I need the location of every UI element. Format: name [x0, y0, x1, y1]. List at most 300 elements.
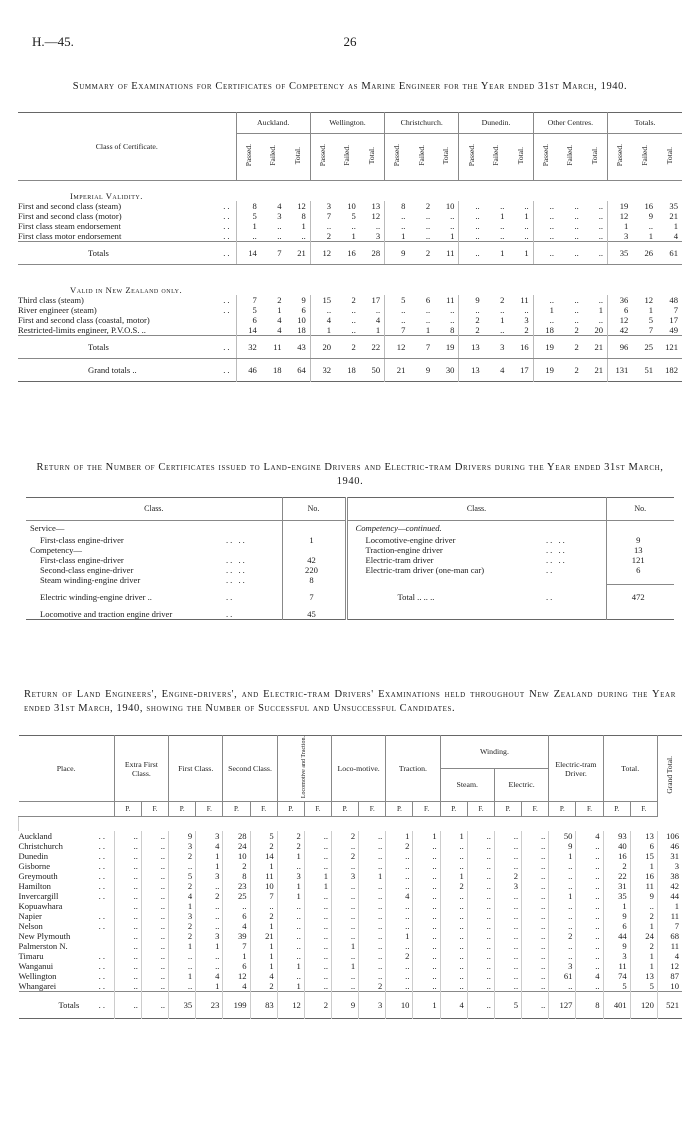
leader-dots	[99, 931, 115, 941]
data-cell: 9	[549, 841, 576, 851]
table-row	[26, 609, 674, 620]
data-cell: ..	[425, 211, 431, 221]
data-cell: 21	[250, 931, 277, 941]
data-cell: ..	[359, 961, 386, 971]
data-cell: 2	[169, 851, 196, 861]
subcolumn-label: Failed.	[268, 145, 278, 166]
data-cell: 14	[236, 242, 261, 265]
data-cell: 9	[332, 992, 359, 1019]
class-label: Second-class engine-driver	[40, 564, 134, 575]
data-cell: 12	[608, 211, 633, 221]
data-cell: 3	[375, 231, 381, 241]
data-cell: 14	[250, 851, 277, 861]
data-cell: 1	[375, 325, 381, 335]
table-row	[19, 901, 683, 911]
data-cell: ..	[494, 861, 521, 871]
totals-row	[18, 242, 682, 265]
data-cell: ..	[413, 931, 440, 941]
data-cell: 1	[236, 221, 261, 231]
leader-dots: ..	[223, 231, 232, 241]
page-header	[32, 34, 668, 50]
data-cell: 96	[608, 336, 633, 359]
leader-dots: ..	[98, 831, 107, 842]
place-name: Auckland	[18, 831, 52, 842]
data-cell: 2	[494, 871, 521, 881]
data-cell: 1	[250, 961, 277, 971]
spacer-cell	[19, 817, 683, 832]
pf-header: F.	[359, 802, 386, 817]
data-cell: 1	[598, 305, 604, 315]
data-cell: 3	[277, 871, 304, 881]
data-cell: ..	[648, 221, 654, 231]
data-cell: ..	[522, 981, 549, 992]
data-cell: ..	[359, 951, 386, 961]
pf-header: F.	[196, 802, 223, 817]
data-cell: 10	[223, 851, 250, 861]
data-cell: 1	[440, 871, 467, 881]
spacer-row	[18, 265, 682, 276]
group-header: Auckland.	[236, 113, 310, 134]
table-row	[19, 881, 683, 891]
count-value: 7	[282, 585, 346, 610]
data-cell: ..	[522, 861, 549, 871]
data-cell: ..	[549, 951, 576, 961]
place-name: Gisborne	[18, 861, 51, 872]
data-cell: 28	[223, 831, 250, 841]
pf-header: P.	[277, 802, 304, 817]
data-cell: ..	[533, 315, 558, 325]
grand-total-cell: 44	[657, 891, 682, 901]
data-cell: 2	[574, 325, 579, 335]
spacer-row	[19, 817, 683, 832]
data-cell: ..	[467, 941, 494, 951]
data-cell: 1	[413, 831, 440, 841]
data-cell: ..	[440, 971, 467, 981]
leader-dots: ..	[223, 365, 232, 375]
data-cell: ..	[196, 911, 223, 921]
data-cell: 21	[669, 211, 678, 221]
data-cell: 1	[413, 992, 440, 1019]
data-cell: ..	[500, 231, 505, 241]
data-cell: ..	[304, 921, 331, 931]
data-cell: ..	[522, 841, 549, 851]
table-row	[26, 555, 674, 565]
data-cell: ..	[574, 295, 579, 305]
data-cell: 2	[223, 861, 250, 871]
data-cell: ..	[467, 951, 494, 961]
data-cell: 50	[371, 365, 381, 375]
data-cell: ..	[413, 941, 440, 951]
subcolumn-label: Total.	[292, 146, 302, 165]
data-cell: 4	[673, 231, 678, 241]
table-row	[19, 831, 683, 841]
row-label: Third class (steam)	[18, 295, 84, 305]
grand-total-cell: 11	[657, 941, 682, 951]
data-cell: 11	[250, 871, 277, 881]
data-cell: 22	[360, 336, 385, 359]
data-cell: ..	[385, 211, 410, 221]
data-cell: ..	[141, 911, 168, 921]
data-cell: ..	[467, 961, 494, 971]
data-cell: 1	[500, 211, 505, 221]
place-name: Napier	[18, 911, 42, 922]
data-cell: ..	[359, 881, 386, 891]
table-row	[26, 545, 674, 555]
grand-total-cell: 38	[657, 871, 682, 881]
class-label: Locomotive and traction engine driver	[40, 609, 173, 619]
certificates-issued-title: Return of the Number of Certificates issued to Land-engine Drivers and Electric-tram Drivers during the Year ended 31st March, 1940.	[36, 462, 664, 487]
data-cell: ..	[459, 211, 484, 221]
data-cell: ..	[549, 901, 576, 911]
data-cell: 3	[277, 211, 282, 221]
data-cell: 5	[648, 315, 654, 325]
data-cell: 61	[657, 242, 682, 265]
table-row	[26, 585, 674, 610]
data-cell: ..	[574, 315, 579, 325]
data-cell: 16	[508, 336, 533, 359]
data-cell: 4	[576, 831, 603, 841]
data-cell: ..	[549, 861, 576, 871]
data-cell: 9	[648, 211, 654, 221]
data-cell: 18	[347, 365, 356, 375]
section-heading-row	[18, 191, 682, 201]
data-cell: ..	[467, 881, 494, 891]
data-cell: 4	[500, 365, 505, 375]
data-cell: 1	[169, 901, 196, 911]
data-cell: 39	[223, 931, 250, 941]
data-cell: ..	[440, 901, 467, 911]
data-cell: 5	[603, 981, 630, 992]
data-cell: ..	[598, 295, 604, 305]
data-cell: ..	[359, 971, 386, 981]
data-cell: ..	[413, 921, 440, 931]
grand-totals-row	[18, 359, 682, 382]
data-cell: ..	[522, 831, 549, 841]
data-cell: 1	[169, 941, 196, 951]
data-cell: 127	[549, 992, 576, 1019]
data-cell: 5	[236, 305, 261, 315]
data-cell: ..	[114, 831, 141, 841]
data-cell: ..	[574, 211, 579, 221]
table-row	[19, 871, 683, 881]
data-cell: ..	[304, 861, 331, 871]
data-cell: 21	[385, 359, 410, 382]
data-cell: 13	[630, 971, 657, 981]
table-row	[19, 891, 683, 901]
data-cell: 3	[196, 871, 223, 881]
pf-header: F.	[576, 802, 603, 817]
data-cell: 2	[574, 365, 579, 375]
data-cell: 24	[223, 841, 250, 851]
class-label: Electric-tram driver (one-man car)	[346, 565, 546, 575]
data-cell: 1	[196, 851, 223, 861]
subcolumn-header	[310, 134, 335, 181]
pf-header: F.	[467, 802, 494, 817]
data-cell: ..	[576, 951, 603, 961]
data-cell: ..	[351, 221, 356, 231]
subcolumn-label: Failed.	[565, 145, 575, 166]
data-cell: 7	[223, 941, 250, 951]
data-cell: 1	[351, 231, 356, 241]
data-cell: 11	[603, 961, 630, 971]
data-cell: 1	[630, 961, 657, 971]
data-cell: ..	[277, 971, 304, 981]
data-cell: ..	[114, 861, 141, 871]
subcolumn-label: Total.	[366, 146, 376, 165]
data-cell: 4	[576, 971, 603, 981]
place-name: Totals	[19, 992, 99, 1019]
data-cell: 11	[434, 242, 459, 265]
certificates-issued-table	[26, 497, 674, 620]
subcolumn-label: Failed.	[416, 145, 426, 166]
data-cell: 25	[223, 891, 250, 901]
data-cell: 26	[632, 242, 657, 265]
data-cell: ..	[359, 921, 386, 931]
data-cell: 1	[250, 921, 277, 931]
data-cell: 12	[223, 971, 250, 981]
data-cell: 3	[603, 951, 630, 961]
table-row	[26, 521, 674, 535]
data-cell: ..	[359, 941, 386, 951]
count-value: 6	[606, 565, 674, 575]
data-cell: 1	[603, 901, 630, 911]
data-cell: ..	[598, 201, 604, 211]
data-cell: ..	[598, 315, 604, 325]
data-cell: 12	[371, 211, 381, 221]
data-cell: ..	[196, 881, 223, 891]
subcolumn-header	[608, 134, 633, 181]
data-cell: 121	[657, 336, 682, 359]
data-cell: ..	[304, 911, 331, 921]
data-cell: 1	[386, 831, 413, 841]
data-cell: ..	[576, 901, 603, 911]
count-value	[606, 609, 674, 620]
data-cell: ..	[413, 971, 440, 981]
electric-tram-driver-header: Electric-tram Driver.	[549, 736, 603, 802]
class-label: Electric-tram driver	[346, 555, 546, 565]
data-cell: ..	[277, 921, 304, 931]
leader-dots: .. ..	[546, 534, 567, 545]
data-cell: 4	[223, 921, 250, 931]
grand-total-cell: 3	[657, 861, 682, 871]
data-cell: 2	[277, 295, 282, 305]
count-value: 42	[282, 555, 346, 565]
data-cell: ..	[598, 211, 604, 221]
data-cell: ..	[141, 841, 168, 851]
data-cell: 20	[594, 325, 604, 335]
leader-dots	[99, 901, 115, 911]
data-cell: 93	[603, 831, 630, 841]
count-value	[282, 545, 346, 555]
data-cell: ..	[522, 911, 549, 921]
data-cell: 1	[359, 871, 386, 881]
winding-steam-header: Steam.	[440, 769, 494, 802]
pf-header: P.	[603, 802, 630, 817]
leader-dots	[223, 325, 236, 336]
data-cell: ..	[114, 992, 141, 1019]
data-cell: 2	[250, 841, 277, 851]
leader-dots: .. ..	[226, 564, 247, 575]
traction-header: Traction.	[386, 736, 440, 802]
data-cell: 2	[500, 295, 505, 305]
data-cell: 2	[409, 242, 434, 265]
data-cell: ..	[494, 941, 521, 951]
count-value: 13	[606, 545, 674, 555]
data-cell: ..	[425, 231, 431, 241]
data-cell: 4	[223, 981, 250, 992]
subcolumn-header	[558, 134, 583, 181]
grand-total-header: Grand Total.	[657, 736, 682, 817]
data-cell: ..	[522, 851, 549, 861]
leader-dots	[546, 609, 606, 620]
data-cell: ..	[351, 325, 356, 335]
leader-dots	[226, 545, 282, 555]
data-cell: ..	[598, 231, 604, 241]
data-cell: 2	[524, 325, 529, 335]
leader-dots: ..	[98, 981, 107, 992]
data-cell: 18	[297, 325, 306, 335]
data-cell: ..	[141, 971, 168, 981]
table-row	[19, 931, 683, 941]
subcolumn-header	[632, 134, 657, 181]
data-cell: 1	[277, 881, 304, 891]
data-cell: ..	[386, 941, 413, 951]
grand-total-cell: 42	[657, 881, 682, 891]
data-cell: ..	[576, 861, 603, 871]
data-cell: ..	[304, 851, 331, 861]
data-cell: ..	[549, 941, 576, 951]
subcolumn-header	[286, 134, 311, 181]
totals-row	[18, 336, 682, 359]
leader-dots: ..	[223, 336, 236, 359]
data-cell: ..	[413, 961, 440, 971]
locomotive-header: Loco-motive.	[332, 736, 386, 802]
data-cell: ..	[494, 891, 521, 901]
data-cell: ..	[425, 305, 431, 315]
data-cell: ..	[522, 931, 549, 941]
marine-engineer-summary-title: Summary of Examinations for Certificates of Competency as Marine Engineer for the Year ended 31st March, 1940.	[72, 81, 628, 92]
data-cell: 17	[669, 315, 678, 325]
leader-dots: ..	[98, 921, 107, 932]
data-cell: ..	[494, 921, 521, 931]
data-cell: ..	[558, 242, 583, 265]
data-cell: ..	[359, 901, 386, 911]
data-cell: ..	[359, 891, 386, 901]
section-heading: Imperial Validity.	[70, 191, 143, 201]
data-cell: ..	[386, 921, 413, 931]
table-row	[19, 941, 683, 951]
data-cell: 4	[277, 325, 282, 335]
data-cell: 2	[386, 841, 413, 851]
data-cell: 401	[603, 992, 630, 1019]
data-cell: 19	[434, 336, 459, 359]
data-cell: 4	[169, 891, 196, 901]
data-cell: 2	[359, 981, 386, 992]
data-cell: ..	[304, 981, 331, 992]
data-cell: ..	[500, 221, 505, 231]
data-cell: ..	[450, 305, 455, 315]
data-cell: ..	[141, 871, 168, 881]
grand-total-cell: 4	[657, 951, 682, 961]
data-cell: 9	[630, 891, 657, 901]
data-cell: ..	[304, 971, 331, 981]
pf-header: P.	[114, 802, 141, 817]
data-cell: 51	[644, 365, 654, 375]
place-name: Greymouth	[18, 871, 58, 882]
extra-first-class-header: Extra First Class.	[114, 736, 168, 802]
data-cell: ..	[351, 315, 356, 325]
data-cell: ..	[386, 901, 413, 911]
data-cell: ..	[549, 911, 576, 921]
data-cell: 1	[630, 861, 657, 871]
data-cell: 120	[630, 992, 657, 1019]
data-cell: 1	[440, 831, 467, 841]
data-cell: 31	[603, 881, 630, 891]
row-label: First class motor endorsement	[18, 231, 122, 241]
data-cell: 2	[169, 921, 196, 931]
subcolumn-header	[261, 134, 286, 181]
pf-header: F.	[522, 802, 549, 817]
data-cell: 7	[310, 211, 335, 221]
data-cell: 16	[603, 851, 630, 861]
subcolumn-label: Passed.	[243, 144, 253, 167]
data-cell: 3	[494, 881, 521, 891]
grand-total-cell: 11	[657, 911, 682, 921]
data-cell: ..	[386, 971, 413, 981]
data-cell: 10	[297, 315, 306, 325]
grand-total-cell: 7	[657, 921, 682, 931]
data-cell: 3	[196, 931, 223, 941]
data-cell: ..	[386, 881, 413, 891]
subcolumn-header	[459, 134, 484, 181]
data-cell: 16	[335, 242, 360, 265]
data-cell: 3	[332, 871, 359, 881]
data-cell: 15	[630, 851, 657, 861]
table-row	[18, 305, 682, 315]
data-cell: ..	[522, 891, 549, 901]
leader-dots: .. ..	[546, 544, 567, 555]
data-cell: ..	[549, 871, 576, 881]
data-cell: ..	[440, 841, 467, 851]
data-cell: ..	[440, 961, 467, 971]
class-of-certificate-header: Class of Certificate.	[18, 113, 236, 181]
data-cell: ..	[467, 871, 494, 881]
count-value: 121	[606, 555, 674, 565]
data-cell: 2	[630, 911, 657, 921]
leader-dots	[226, 521, 282, 535]
count-value: 45	[282, 609, 346, 620]
data-cell: 2	[459, 325, 484, 336]
row-label: Grand totals ..	[88, 365, 137, 375]
table-row	[19, 921, 683, 931]
row-label: Totals	[18, 336, 223, 359]
data-cell: ..	[413, 901, 440, 911]
pf-spacer	[19, 802, 115, 817]
leader-dots: ..	[98, 871, 107, 882]
leader-dots: .. ..	[226, 574, 247, 585]
leader-dots: .. ..	[546, 554, 567, 565]
leader-dots: .. ..	[226, 534, 247, 545]
data-cell: 1	[277, 981, 304, 992]
data-cell: ..	[236, 231, 261, 242]
data-cell: 182	[665, 365, 678, 375]
place-name: Timaru	[18, 951, 44, 962]
grand-total-cell: 521	[657, 992, 682, 1019]
data-cell: ..	[576, 881, 603, 891]
data-cell: ..	[386, 961, 413, 971]
data-cell: 9	[169, 831, 196, 841]
data-cell: ..	[304, 931, 331, 941]
